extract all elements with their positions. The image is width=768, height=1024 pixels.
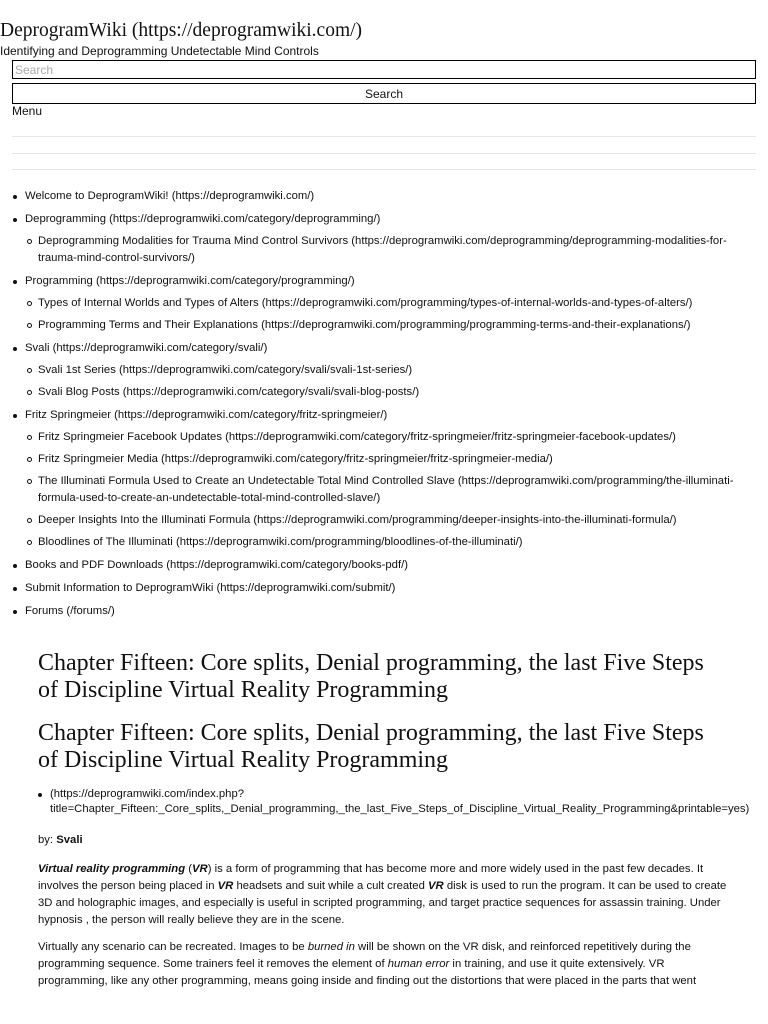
nav-subitem-bloodlines bbox=[25, 534, 768, 551]
nav-subitem-illuminati-formula bbox=[25, 473, 768, 507]
nav-subitem-svali-1st bbox=[25, 362, 768, 379]
nav-subitem-deprogramming-modalities bbox=[25, 233, 768, 267]
divider bbox=[12, 169, 756, 170]
nav-link-svali-1st[interactable]: Svali 1st Series (https://deprogramwiki.com/category/svali/svali-1st-series/) bbox=[38, 364, 413, 376]
byline-prefix: by: bbox=[38, 834, 57, 846]
nav-link-fritz[interactable]: Fritz Springmeier (https://deprogramwiki.com/category/fritz-springmeier/) bbox=[25, 409, 388, 421]
text-run: will be shown on the VR disk, and reinforced repetitively during the programming sequence. Some trainers feel it removes the element of bbox=[38, 941, 691, 970]
abbr-vr: VR bbox=[192, 863, 208, 875]
text-run: headsets and suit while a cult created bbox=[233, 880, 429, 892]
text-run: ( bbox=[185, 863, 193, 875]
nav-sublist bbox=[25, 295, 768, 334]
nav-link-fritz-facebook[interactable]: Fritz Springmeier Facebook Updates (https://deprogramwiki.com/category/fritz-springmeier/fritz-springmeier-facebook-updates/) bbox=[38, 431, 676, 443]
nav-item-submit bbox=[0, 580, 768, 597]
nav-link-svali[interactable]: Svali (https://deprogramwiki.com/category/svali/) bbox=[25, 342, 268, 354]
nav-link-fritz-media[interactable]: Fritz Springmeier Media (https://deprogramwiki.com/category/fritz-springmeier/fritz-springmeier-media/) bbox=[38, 453, 553, 465]
text-run: Virtually any scenario can be recreated. Images to be bbox=[38, 941, 308, 953]
nav-link-books[interactable]: Books and PDF Downloads (https://deprogramwiki.com/category/books-pdf/) bbox=[25, 559, 409, 571]
divider bbox=[12, 136, 756, 137]
nav-subitem-types-of-worlds bbox=[25, 295, 768, 312]
nav-link-deeper-insights[interactable]: Deeper Insights Into the Illuminati Formula (https://deprogramwiki.com/programming/deeper-insights-into-the-illuminati-formula/) bbox=[38, 514, 677, 526]
nav-link-forums[interactable]: Forums (/forums/) bbox=[25, 605, 115, 617]
article-subtitle: Chapter Fifteen: Core splits, Denial programming, the last Five Steps of Discipline Virtual Reality Programming bbox=[38, 720, 704, 773]
search-input[interactable] bbox=[12, 60, 756, 79]
nav-link-programming-terms[interactable]: Programming Terms and Their Explanations (https://deprogramwiki.com/programming/programming-terms-and-their-explanations/) bbox=[38, 319, 691, 331]
nav-subitem-programming-terms bbox=[25, 317, 768, 334]
nav-sublist bbox=[25, 233, 768, 267]
nav-item-deprogramming bbox=[0, 211, 768, 267]
nav-link-svali-blog[interactable]: Svali Blog Posts (https://deprogramwiki.com/category/svali/svali-blog-posts/) bbox=[38, 386, 420, 398]
abbr-vr: VR bbox=[428, 880, 444, 892]
abbr-vr: VR bbox=[217, 880, 234, 892]
nav-link-types-of-worlds[interactable]: Types of Internal Worlds and Types of Alters (https://deprogramwiki.com/programming/types-of-internal-worlds-and-types-of-alters/) bbox=[38, 297, 693, 309]
printable-link-line-2[interactable]: title=Chapter_Fifteen:_Core_splits,_Denial_programming,_the_last_Five_Steps_of_Discipline_Virtual_Reality_Programming&printable=yes) bbox=[50, 803, 750, 815]
nav-subitem-fritz-media bbox=[25, 451, 768, 468]
nav-link-programming[interactable]: Programming (https://deprogramwiki.com/category/programming/) bbox=[25, 275, 355, 287]
nav-subitem-deeper-insights bbox=[25, 512, 768, 529]
article-title: Chapter Fifteen: Core splits, Denial programming, the last Five Steps of Discipline Virtual Reality Programming bbox=[38, 650, 704, 703]
term-virtual-reality-programming: Virtual reality programming bbox=[38, 863, 186, 875]
nav-link-illuminati-formula[interactable]: The Illuminati Formula Used to Create an Undetectable Total Mind Controlled Slave (https://deprogramwiki.com/programming/the-illuminati-formula-used-to-create-an-undetectable-total-mind-controlled-slave/) bbox=[38, 475, 734, 504]
printable-link[interactable] bbox=[38, 787, 768, 817]
nav-subitem-svali-blog bbox=[25, 384, 768, 401]
article-paragraph bbox=[38, 861, 728, 929]
search-button[interactable]: Search bbox=[12, 83, 756, 104]
divider bbox=[12, 153, 756, 154]
nav-link-submit[interactable]: Submit Information to DeprogramWiki (https://deprogramwiki.com/submit/) bbox=[25, 582, 396, 594]
emphasis-burned-in: burned in bbox=[307, 941, 355, 953]
nav-list bbox=[0, 188, 768, 620]
nav-link-deprogramming[interactable]: Deprogramming (https://deprogramwiki.com/category/deprogramming/) bbox=[25, 213, 381, 225]
byline bbox=[38, 833, 83, 848]
nav-subitem-fritz-facebook bbox=[25, 429, 768, 446]
main-navigation bbox=[0, 186, 768, 620]
nav-item-svali bbox=[0, 340, 768, 401]
text-run: ) is a form of programming that has become more and more widely used in the past few decades. It involves the person being placed in bbox=[38, 863, 704, 892]
nav-item-forums bbox=[0, 603, 768, 620]
nav-link-welcome[interactable]: Welcome to DeprogramWiki! (https://deprogramwiki.com/) bbox=[25, 190, 315, 202]
byline-author: Svali bbox=[56, 834, 83, 846]
nav-item-programming bbox=[0, 273, 768, 334]
site-title[interactable]: DeprogramWiki (https://deprogramwiki.com/) bbox=[0, 20, 363, 41]
nav-item-books bbox=[0, 557, 768, 574]
nav-item-welcome bbox=[0, 188, 768, 205]
nav-link-bloodlines[interactable]: Bloodlines of The Illuminati (https://deprogramwiki.com/programming/bloodlines-of-the-illuminati/) bbox=[38, 536, 523, 548]
nav-sublist bbox=[25, 362, 768, 401]
site-description: Identifying and Deprogramming Undetectable Mind Controls bbox=[0, 44, 319, 58]
nav-item-fritz bbox=[0, 407, 768, 551]
menu-toggle[interactable]: Menu bbox=[12, 104, 43, 118]
nav-sublist bbox=[25, 429, 768, 551]
article-paragraph bbox=[38, 939, 728, 990]
text-run: disk is used to run the program. It can be used to create 3D and holographic images, and especially is useful in scripted programming, and target practice sequences for assassin training. Under hypnosis , the person will really believe they are in the scene. bbox=[38, 880, 727, 926]
text-run: in training, and use it quite extensively. VR programming, like any other programming, means going inside and finding out the distortions that were placed in the parts that went bbox=[38, 958, 697, 987]
printable-link-line-1[interactable]: (https://deprogramwiki.com/index.php? bbox=[50, 788, 245, 800]
emphasis-human-error: human error bbox=[387, 958, 450, 970]
nav-link-deprogramming-modalities[interactable]: Deprogramming Modalities for Trauma Mind Control Survivors (https://deprogramwiki.com/deprogramming/deprogramming-modalities-for-trauma-mind-control-survivors/) bbox=[38, 235, 727, 264]
